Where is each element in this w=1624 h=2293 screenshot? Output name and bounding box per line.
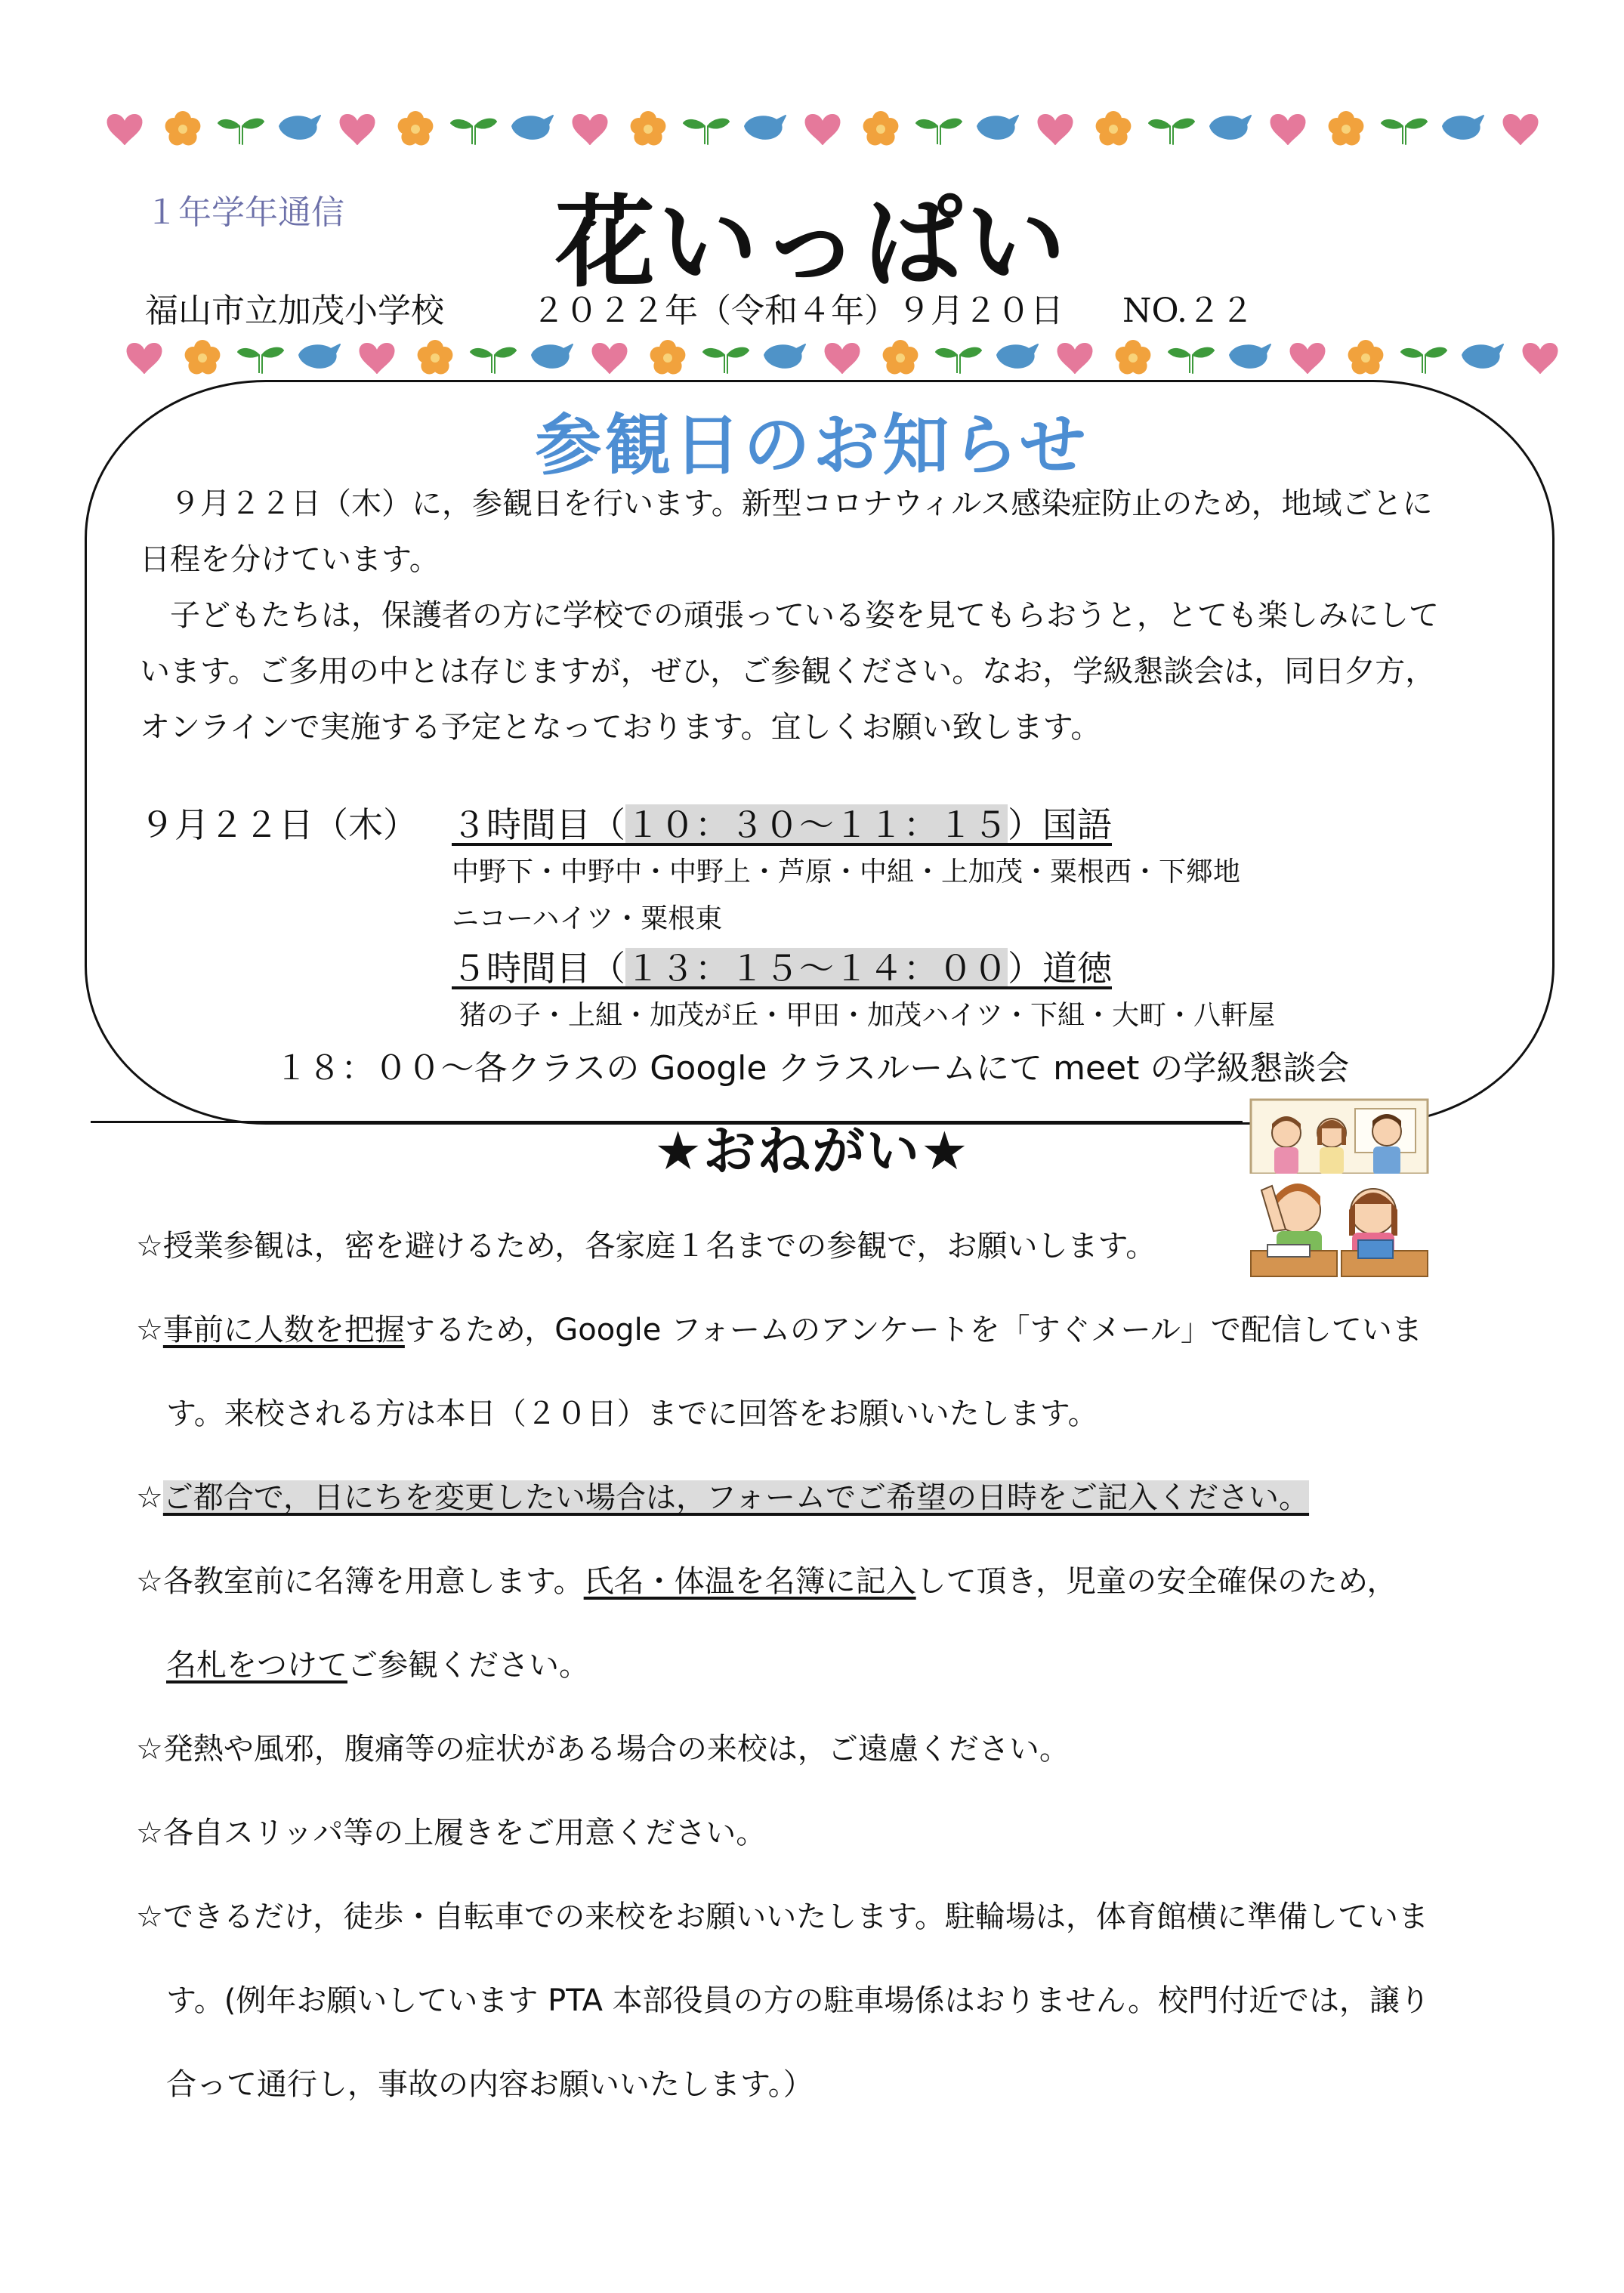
bird-icon: [977, 116, 1018, 139]
request-line: [136, 1809, 766, 1852]
period-time: １０：３０～１１：１５: [625, 804, 1008, 845]
request-text: ☆発熱や風邪，腹痛等の症状がある場合の来校は，ご遠慮ください。: [136, 1732, 1070, 1767]
meeting-info: １８：００～各クラスの Google クラスルームにて meet の学級懇談会: [274, 1049, 1350, 1088]
request-text: ☆: [136, 1313, 163, 1347]
flower-icon: [185, 340, 221, 375]
bird-icon: [1230, 344, 1270, 368]
bird-icon: [997, 344, 1038, 368]
sprout-icon: [684, 119, 729, 144]
request-emphasis: 氏名・体温を名簿に記入: [583, 1564, 916, 1599]
notice-paragraph-line: オンラインで実施する予定となっております。宜しくお願い致します。: [140, 710, 1101, 745]
request-text: 合って通行し，事故の内容お願いいたします。）: [136, 2067, 814, 2102]
period-label: ５時間目（: [452, 948, 625, 989]
flower-icon: [1096, 111, 1132, 146]
bird-icon: [1210, 116, 1251, 139]
request-emphasis: 名札をつけて: [166, 1648, 347, 1683]
sprout-icon: [1149, 119, 1194, 144]
request-text: ☆各教室前に名簿を用意します。: [136, 1564, 584, 1599]
bird-icon: [279, 116, 320, 139]
requests-title: ★おねがい★: [654, 1120, 970, 1182]
heart-icon: [128, 344, 162, 373]
request-line: [136, 1725, 1070, 1768]
flower-icon: [1348, 340, 1384, 375]
heart-icon: [826, 344, 860, 373]
sprout-icon: [916, 119, 962, 144]
request-text: す。(例年お願いしています PTA 本部役員の方の駐車場係はおりません。校門付近では，譲り: [136, 1983, 1431, 2018]
period-subject: ）道徳: [1008, 948, 1112, 989]
bird-icon: [532, 344, 573, 368]
period-heading: [452, 941, 1112, 991]
flower-icon: [631, 111, 666, 146]
flower-icon: [165, 111, 201, 146]
heart-icon: [1271, 115, 1305, 144]
request-text: す。来校される方は本日（２０日）までに回答をお願いいたします。: [136, 1396, 1098, 1431]
sprout-icon: [703, 348, 749, 373]
newsletter-title: 花いっぱい: [555, 185, 1069, 301]
heart-icon: [1039, 115, 1073, 144]
notice-title: 参観日のお知らせ: [535, 406, 1089, 484]
request-line: [136, 1893, 1428, 1936]
heart-icon: [341, 115, 375, 144]
heart-icon: [108, 115, 142, 144]
bird-icon: [745, 116, 786, 139]
issue-number: NO.２２: [1122, 292, 1254, 330]
sprout-icon: [1401, 348, 1446, 373]
bird-icon: [764, 344, 805, 368]
request-line: [136, 1977, 1430, 2020]
sprout-icon: [218, 119, 264, 144]
request-text: [136, 1648, 166, 1683]
flower-icon: [398, 111, 434, 146]
heart-icon: [1291, 344, 1325, 373]
request-text: ☆各自スリッパ等の上履きをご用意ください。: [136, 1816, 767, 1850]
school-name: 福山市立加茂小学校: [145, 292, 444, 330]
issue-date: ２０２２年（令和４年）９月２０日: [532, 292, 1064, 330]
request-line: [136, 1306, 1422, 1349]
heart-icon: [593, 344, 627, 373]
flower-icon: [863, 111, 899, 146]
request-text: するため，Google フォームのアンケートを「すぐメール」で配信していま: [404, 1313, 1422, 1347]
notice-paragraph-line: 日程を分けています。: [140, 542, 440, 577]
request-emphasis: 事前に人数を把握: [162, 1313, 405, 1347]
period-areas: 中野下・中野中・中野上・芦原・中組・上加茂・粟根西・下郷地: [452, 856, 1241, 887]
sprout-icon: [238, 348, 283, 373]
notice-paragraph-line: います。ご多用の中とは存じますが，ぜひ，ご参観ください。なお，学級懇談会は，同日夕方，: [140, 654, 1436, 689]
sprout-icon: [1382, 119, 1427, 144]
request-line: [136, 1390, 1098, 1433]
sprout-icon: [1169, 348, 1214, 373]
request-emphasis: ご都合で，日にちを変更したい場合は，フォームでご希望の日時をご記入ください。: [162, 1480, 1310, 1515]
heart-icon: [360, 344, 394, 373]
period-areas: 猪の子・上組・加茂が丘・甲田・加茂ハイツ・下組・大町・八軒屋: [459, 1000, 1276, 1031]
flower-icon: [1329, 111, 1364, 146]
bird-icon: [299, 344, 340, 368]
period-label: ３時間目（: [452, 804, 625, 845]
flower-icon: [650, 340, 686, 375]
request-text: ☆できるだけ，徒歩・自転車での来校をお願いいたします。駐輪場は，体育館横に準備していま: [136, 1900, 1429, 1934]
sprout-icon: [451, 119, 496, 144]
notice-paragraph-line: 子どもたちは，保護者の方に学校での頑張っている姿を見てもらおうと，とても楽しみにして: [140, 598, 1439, 633]
flower-icon: [1116, 340, 1151, 375]
request-text: ご参観ください。: [347, 1648, 589, 1683]
schedule-date: ９月２２日（木）: [140, 804, 418, 845]
bird-icon: [512, 116, 553, 139]
request-line: [136, 1222, 1156, 1265]
flower-icon: [418, 340, 453, 375]
request-line: [136, 2060, 814, 2103]
heart-icon: [573, 115, 607, 144]
notice-paragraph-line: ９月２２日（木）に，参観日を行います。新型コロナウィルス感染症防止のため，地域ごとに: [140, 486, 1433, 521]
request-text: ☆: [136, 1480, 163, 1515]
period-subject: ）国語: [1008, 804, 1112, 845]
request-text: して頂き，児童の安全確保のため，: [915, 1564, 1397, 1599]
sprout-icon: [471, 348, 516, 373]
period-areas: ニコーハイツ・粟根東: [452, 903, 723, 934]
heart-icon: [1504, 115, 1538, 144]
heart-icon: [1058, 344, 1092, 373]
heart-icon: [806, 115, 840, 144]
request-line: [136, 1474, 1309, 1517]
flower-icon: [883, 340, 919, 375]
request-line: [136, 1557, 1397, 1600]
newsletter-kicker: １年学年通信: [145, 193, 344, 232]
sprout-icon: [936, 348, 981, 373]
period-heading: [452, 798, 1112, 847]
request-text: ☆授業参観は，密を避けるため，各家庭１名までの参観で，お願いします。: [136, 1229, 1156, 1264]
period-time: １３：１５～１４：００: [625, 948, 1008, 989]
request-line: [136, 1641, 589, 1684]
bird-icon: [1443, 116, 1484, 139]
decorative-border-top: [0, 96, 1624, 164]
bird-icon: [1462, 344, 1503, 368]
classroom-illustration: [1245, 1097, 1434, 1282]
heart-icon: [1524, 344, 1558, 373]
